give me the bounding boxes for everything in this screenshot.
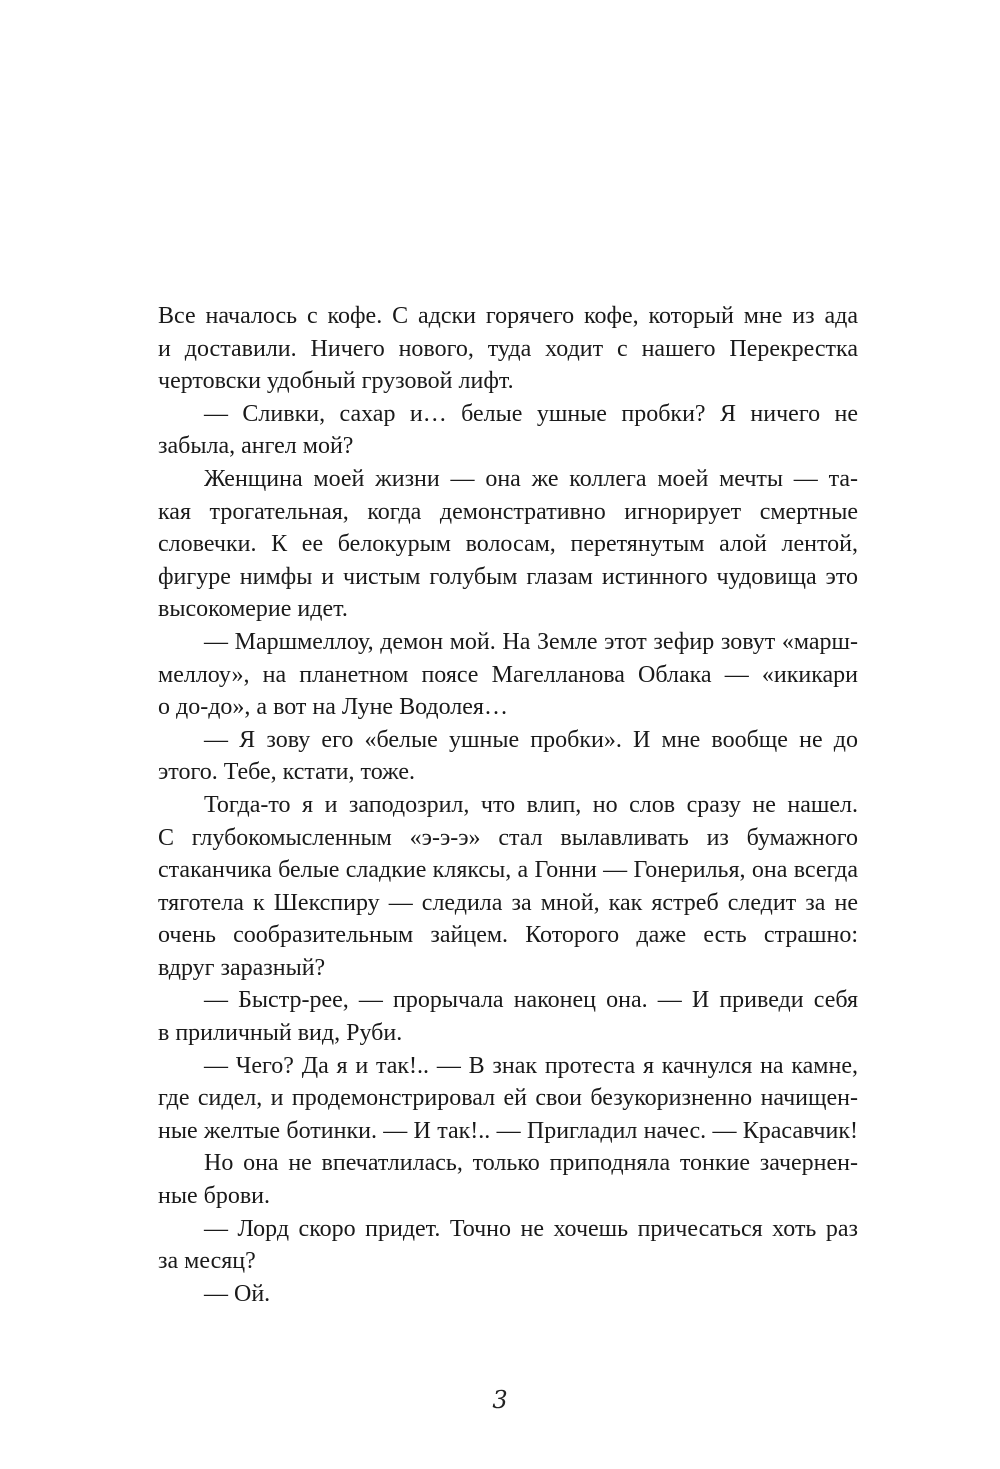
page-number: 3 bbox=[492, 1386, 508, 1414]
text-line: — Лорд скоро придет. Точно не хочешь причесаться хоть раз bbox=[204, 1215, 858, 1242]
text-line: — Сливки, сахар и… белые ушные пробки? Я ничего не bbox=[204, 400, 858, 427]
text-line: — Маршмеллоу, демон мой. На Земле этот зефир зовут «марш- bbox=[204, 628, 858, 655]
text-line: Тогда-то я и заподозрил, что влип, но слов сразу не нашел. bbox=[204, 791, 858, 818]
text-line: этого. Тебе, кстати, тоже. bbox=[158, 759, 416, 786]
text-line: меллоу», на планетном поясе Магелланова Облака — «икикари bbox=[158, 661, 858, 688]
text-line: очень сообразительным зайцем. Которого даже есть страшно: bbox=[158, 922, 858, 949]
text-line: в приличный вид, Руби. bbox=[158, 1020, 403, 1047]
text-line: забыла, ангел мой? bbox=[158, 433, 354, 460]
text-line: стаканчика белые сладкие кляксы, а Гонни — Гонерилья, она всегда bbox=[158, 857, 858, 884]
text-line: — Чего? Да я и так!.. — В знак протеста я качнулся на камне, bbox=[204, 1052, 858, 1079]
text-line: — Быстр-рее, — прорычала наконец она. — И приведи себя bbox=[204, 987, 858, 1014]
text-line: за месяц? bbox=[158, 1248, 256, 1275]
text-line: Но она не впечатлилась, только приподняла тонкие зачернен- bbox=[204, 1150, 858, 1177]
text-line: Все началось с кофе. С адски горячего кофе, который мне из ада bbox=[158, 303, 858, 329]
text-line: тяготела к Шекспиру — следила за мной, как ястреб следит за не bbox=[158, 889, 858, 916]
text-line: кая трогательная, когда демонстративно игнорирует смертные bbox=[158, 498, 858, 525]
text-line: ные брови. bbox=[158, 1183, 271, 1210]
text-line: Женщина моей жизни — она же коллега моей мечты — та- bbox=[204, 465, 858, 492]
text-line: — Я зову его «белые ушные пробки». И мне вообще не до bbox=[204, 726, 858, 753]
text-line: фигуре нимфы и чистым голубым глазам истинного чудовища это bbox=[158, 563, 858, 590]
body-text bbox=[158, 300, 858, 1310]
text-line: С глубокомысленным «э-э-э» стал вылавливать из бумажного bbox=[158, 824, 858, 851]
text-line: словечки. К ее белокурым волосам, перетянутым алой лентой, bbox=[158, 531, 858, 558]
text-line: и доставили. Ничего нового, туда ходит с нашего Перекрестка bbox=[158, 335, 858, 362]
text-line: чертовски удобный грузовой лифт. bbox=[158, 368, 514, 395]
text-line: ные желтые ботинки. — И так!.. — Пригладил начес. — Красавчик! bbox=[158, 1117, 858, 1144]
text-line: высокомерие идет. bbox=[158, 596, 348, 623]
text-line: о до-до», а вот на Луне Водолея… bbox=[158, 694, 508, 721]
text-line: вдруг заразный? bbox=[158, 954, 326, 981]
text-line: где сидел, и продемонстрировал ей свои безукоризненно начищен- bbox=[158, 1085, 858, 1112]
text-line: — Ой. bbox=[204, 1280, 271, 1307]
